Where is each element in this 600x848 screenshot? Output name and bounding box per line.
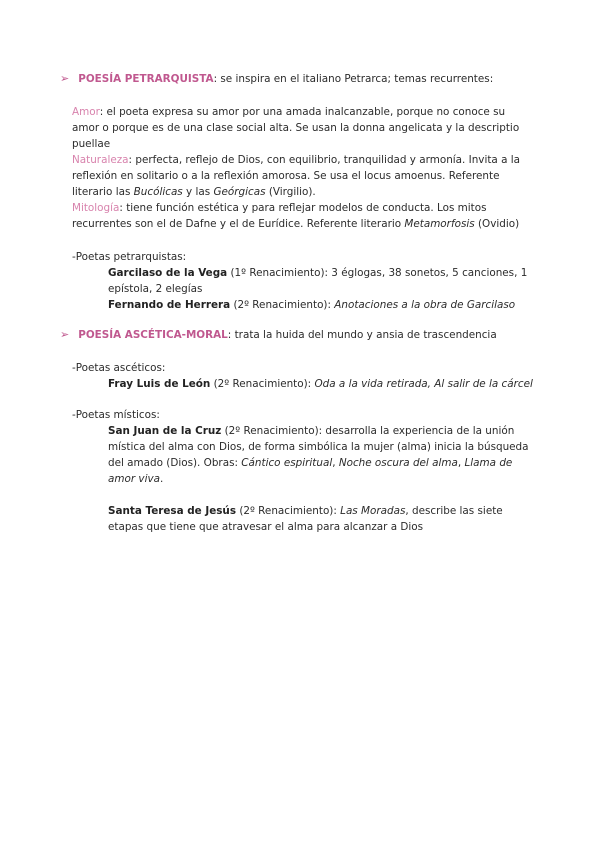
poet-name: Santa Teresa de Jesús (108, 505, 237, 517)
theme-text: y las (182, 186, 214, 198)
work-separator: , (332, 457, 339, 469)
work-title: Las Moradas (340, 505, 406, 517)
poets-label-misticos: -Poetas místicos: (72, 409, 160, 421)
poet-herrera (108, 297, 532, 313)
work-title: Anotaciones a la obra de Garcilaso (334, 299, 516, 311)
poet-detail-end: , describe las siete etapas que tiene que atravesar el alma para alcanzar a Dios (108, 505, 503, 533)
theme-label: Naturaleza (72, 154, 129, 166)
section-intro: : se inspira en el italiano Petrarca; temas recurrentes: (213, 73, 494, 85)
poet-detail: (2º Renacimiento): (210, 378, 315, 390)
work-title: Geórgicas (213, 186, 266, 198)
section-heading-petrarquista (60, 71, 493, 87)
work-title: Noche oscura del alma (338, 457, 458, 469)
work-title: Llama de amor viva (108, 457, 513, 485)
poet-detail: (1º Renacimiento): 3 églogas, 38 sonetos, 5 canciones, 1 epístola, 2 elegías (108, 267, 528, 295)
theme-text: : el poeta expresa su amor por una amada inalcanzable, porque no conoce su amor o porque es de una clase social alta. Se usan la donna angelicata y la descriptio puellae (72, 106, 520, 150)
arrow-bullet-icon: ➢ (60, 328, 70, 341)
work-title: Metamorfosis (404, 218, 475, 230)
poet-detail-end: . (159, 473, 164, 485)
poet-name: Fray Luis de León (108, 378, 211, 390)
poet-detail: (2º Renacimiento): (236, 505, 341, 517)
poet-name: San Juan de la Cruz (108, 425, 222, 437)
poets-label-petrarquistas: -Poetas petrarquistas: (72, 251, 187, 263)
theme-naturaleza (72, 152, 532, 200)
theme-amor (72, 104, 532, 152)
section-title: POESÍA PETRARQUISTA (78, 73, 214, 85)
poet-garcilaso (108, 265, 532, 297)
poet-name: Fernando de Herrera (108, 299, 231, 311)
theme-text: : tiene función estética y para reflejar modelos de conducta. Los mitos recurrentes son el de Dafne y el de Eurídice. Referente literario (72, 202, 487, 230)
work-title: Cántico espiritual (241, 457, 333, 469)
poet-san-juan (108, 423, 532, 487)
work-title: Bucólicas (133, 186, 183, 198)
arrow-bullet-icon: ➢ (60, 72, 70, 85)
poet-santa-teresa (108, 503, 532, 535)
poets-label-asceticos: -Poetas ascéticos: (72, 362, 166, 374)
work-title: Al salir de la cárcel (434, 378, 533, 390)
section-heading-ascetica (60, 327, 497, 343)
poet-name: Garcilaso de la Vega (108, 267, 228, 279)
poet-detail: (2º Renacimiento): desarrolla la experiencia de la unión mística del alma con Dios, de forma simbólica la mujer (alma) inicia la búsqueda del amado (Dios). Obras: (108, 425, 529, 469)
theme-text: (Virgilio). (265, 186, 316, 198)
theme-text: : perfecta, reflejo de Dios, con equilibrio, tranquilidad y armonía. Invita a la reflexión en solitario o a la reflexión amorosa. Se usa el locus amoenus. Referente literario las (72, 154, 520, 198)
section-intro: : trata la huida del mundo y ansia de trascendencia (227, 329, 497, 341)
work-separator: , (457, 457, 465, 469)
theme-label: Amor (72, 106, 100, 118)
theme-label: Mitología (72, 202, 120, 214)
section-title: POESÍA ASCÉTICA-MORAL (78, 329, 228, 341)
theme-text: (Ovidio) (474, 218, 520, 230)
work-title: Oda a la vida retirada (314, 378, 428, 390)
theme-mitologia (72, 200, 532, 232)
work-separator: , (427, 378, 435, 390)
poet-fray-luis (108, 376, 548, 392)
poet-detail: (2º Renacimiento): (230, 299, 335, 311)
